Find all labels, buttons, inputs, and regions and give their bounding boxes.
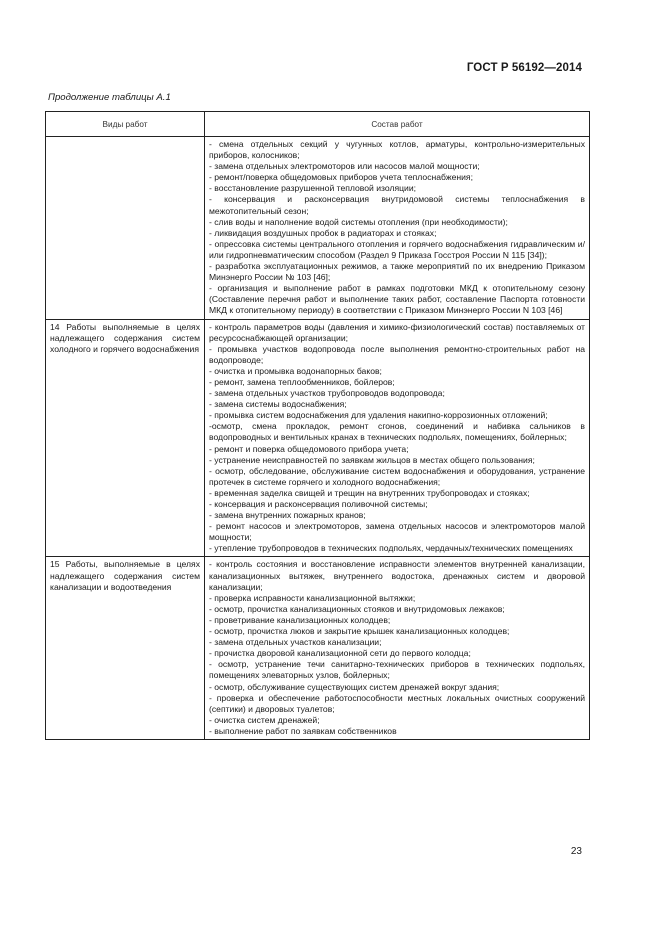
work-item: - замена отдельных электромоторов или насосов малой мощности; [209, 161, 480, 172]
column-header-work-types: Виды работ [46, 112, 205, 137]
work-item: - проветривание канализационных колодцев; [209, 614, 391, 625]
table-caption: Продолжение таблицы А.1 [48, 92, 171, 103]
table-row [46, 319, 590, 557]
work-item: - ремонт и поверка общедомового прибора учета; [209, 443, 409, 454]
work-item: - опрессовка системы центрального отопления и горячего водоснабжения гидравлическим и/или гидропневматическим способом (Раздел 9 Приказа Госстроя России N 115 [34]); [209, 238, 585, 260]
work-item: -осмотр, смена прокладок, ремонт сгонов, соединений и набивка сальников в водопроводных и вентильных кранах в технических подпольях, помещениях, бойлерных; [209, 421, 585, 443]
work-item: - осмотр, прочистка канализационных стояков и внутридомовых лежаков; [209, 603, 505, 614]
work-item: - проверка и обеспечение работоспособности местных локальных очистных сооружений (септики) и дворовых туалетов; [209, 692, 585, 714]
work-item: - организация и выполнение работ в рамках подготовки МКД к отопительному сезону (Составление перечня работ и выполнение таких работ, составление Паспорта готовности МКД к отопительному периоду) в соответствии с Приказом Минэнерго России N 103 [46] [209, 283, 585, 316]
work-type-cell: 15 Работы, выполняемые в целях надлежащего содержания систем канализации и водоотведения [46, 557, 205, 740]
work-item: - ликвидация воздушных пробок в радиаторах и стояках; [209, 227, 437, 238]
table-row [46, 557, 590, 740]
table-body [46, 137, 590, 740]
work-item: - контроль состояния и восстановление исправности элементов внутренней канализации, канализационных вытяжек, внутреннего водостока, дренажных систем и дворовой канализации; [209, 559, 585, 592]
page-number: 23 [570, 846, 582, 857]
work-item: - проверка исправности канализационной вытяжки; [209, 592, 416, 603]
work-item: - слив воды и наполнение водой системы отопления (при необходимости); [209, 216, 508, 227]
work-item: - прочистка дворовой канализационной сети до первого колодца; [209, 648, 471, 659]
work-item: - осмотр, обследование, обслуживание систем водоснабжения и оборудования, устранение протечек в системе горячего и холодного водоснабжения; [209, 465, 585, 487]
work-item: - восстановление разрушенной тепловой изоляции; [209, 183, 417, 194]
work-item: - осмотр, обслуживание существующих систем дренажей вокруг здания; [209, 681, 500, 692]
work-item: - консервация и расконсервация внутридомовой системы теплоснабжения в межотопительный сезон; [209, 194, 585, 216]
work-item: - очистка и промывка водонапорных баков; [209, 365, 382, 376]
work-item: - утепление трубопроводов в технических подпольях, чердачных/технических помещениях [209, 543, 573, 554]
work-item: - выполнение работ по заявкам собственников [209, 725, 397, 736]
work-composition-cell [205, 319, 590, 557]
work-item: - смена отдельных секций у чугунных котлов, арматуры, контрольно-измерительных приборов, колосников; [209, 139, 585, 161]
work-item: - временная заделка свищей и трещин на внутренних трубопроводах и стояках; [209, 487, 530, 498]
work-item: - контроль параметров воды (давления и химико-физиологический состав) поставляемых от ресурсоснабжающей организации; [209, 321, 585, 343]
work-item: - устранение неисправностей по заявкам жильцов в местах общего пользования; [209, 454, 535, 465]
works-table [45, 111, 590, 740]
work-item: - замена внутренних пожарных кранов; [209, 510, 366, 521]
table-header-row [46, 112, 590, 137]
work-item: - разработка эксплуатационных режимов, а также мероприятий по их внедрению Приказом Минэнерго России № 103 [46]; [209, 261, 585, 283]
work-composition-cell [205, 557, 590, 740]
work-item: - осмотр, прочистка люков и закрытие крышек канализационных колодцев; [209, 626, 510, 637]
work-item: - замена отдельных участков канализации; [209, 637, 382, 648]
work-item: - замена системы водоснабжения; [209, 399, 347, 410]
work-type-cell: 14 Работы выполняемые в целях надлежащего содержания систем холодного и горячего водоснабжения [46, 319, 205, 557]
work-item: - осмотр, устранение течи санитарно-технических приборов в технических подпольях, помещениях элеваторных узлов, бойлерных; [209, 659, 585, 681]
work-item: - замена отдельных участков трубопроводов водопровода; [209, 388, 445, 399]
work-item: - промывка систем водоснабжения для удаления накипно-коррозионных отложений; [209, 410, 548, 421]
column-header-work-composition: Состав работ [205, 112, 590, 137]
work-item: - ремонт насосов и электромоторов, замена отдельных насосов и электромоторов малой мощности; [209, 521, 585, 543]
work-item: - ремонт/поверка общедомовых приборов учета теплоснабжения; [209, 172, 473, 183]
table-row [46, 137, 590, 320]
standard-code: ГОСТ Р 56192—2014 [466, 62, 582, 74]
work-composition-cell [205, 137, 590, 320]
work-item: - промывка участков водопровода после выполнения ремонтно-строительных работ на водопроводе; [209, 343, 585, 365]
work-item: - консервация и расконсервация поливочной системы; [209, 499, 428, 509]
work-item: - ремонт, замена теплообменников, бойлеров; [209, 376, 395, 387]
work-item: - очистка систем дренажей; [209, 714, 320, 725]
work-type-cell [46, 137, 205, 320]
